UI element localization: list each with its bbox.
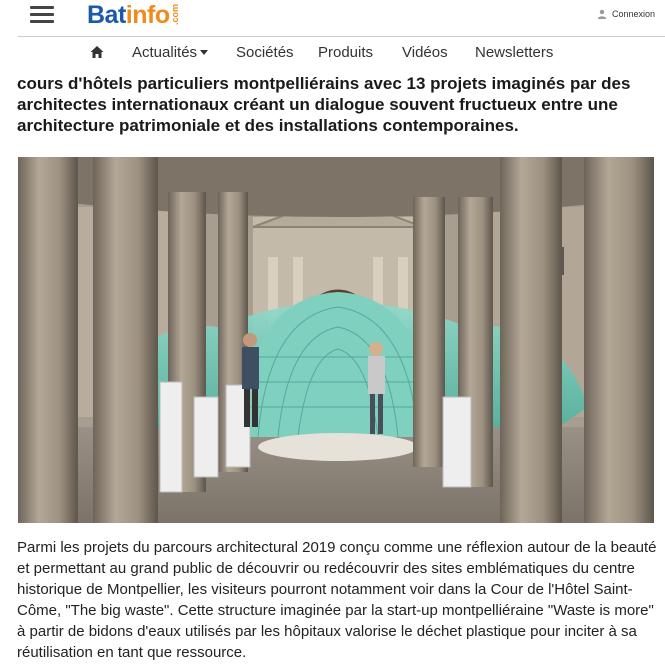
- lead-line: cours d'hôtels particuliers montpelliérains avec 13 projets imaginés par des: [17, 74, 631, 93]
- nav-item-societes[interactable]: [236, 44, 294, 61]
- chevron-down-icon: [200, 50, 208, 55]
- home-icon[interactable]: [90, 45, 104, 59]
- top-bar: [0, 0, 665, 34]
- nav-label: Sociétés: [236, 44, 294, 61]
- article-photo: [18, 157, 654, 523]
- nav-item-videos[interactable]: [402, 44, 448, 61]
- nav-label: Vidéos: [402, 44, 448, 61]
- installation-photo: [18, 157, 654, 523]
- article-lead: [17, 63, 637, 137]
- logo-secondary: info: [125, 1, 170, 29]
- nav-label: Produits: [318, 44, 374, 61]
- menu-icon[interactable]: [30, 6, 54, 24]
- logo-suffix: .com: [169, 4, 180, 26]
- article-paragraph: Parmi les projets du parcours architectural 2019 conçu comme une réflexion autour de la beauté et permettant au grand public de découvrir ou redécouvrir des sites emblématiques du centre historique de Montpellier, les visiteurs pourront notamment voir dans la Cour de l'Hôtel Saint-Côme, "The big waste". Cette structure imaginée par la start-up montpelliéraine "Waste is more" à partir de bidons d'eaux utilisés par les hôpitaux valorise le déchet plastique pour inciter à sa réutilisation en tant que ressource.: [17, 539, 657, 661]
- lead-line: architectes internationaux créant un dialogue souvent fructueux entre une: [17, 95, 618, 114]
- nav-item-actualites[interactable]: [132, 44, 208, 61]
- nav-item-produits[interactable]: [318, 44, 373, 61]
- logo-primary: Bat: [87, 1, 126, 29]
- nav-label: Actualités: [132, 44, 198, 61]
- lead-line: architecture patrimoniale et des installations contemporaines.: [17, 116, 519, 135]
- header-divider: [18, 36, 665, 37]
- nav-label: Newsletters: [475, 44, 554, 61]
- scroll-fade: [17, 63, 647, 73]
- login-label: Connexion: [611, 9, 655, 19]
- user-icon: [597, 9, 607, 19]
- login-link[interactable]: [597, 9, 655, 19]
- nav-item-newsletters[interactable]: [475, 44, 553, 61]
- site-logo[interactable]: [87, 1, 180, 31]
